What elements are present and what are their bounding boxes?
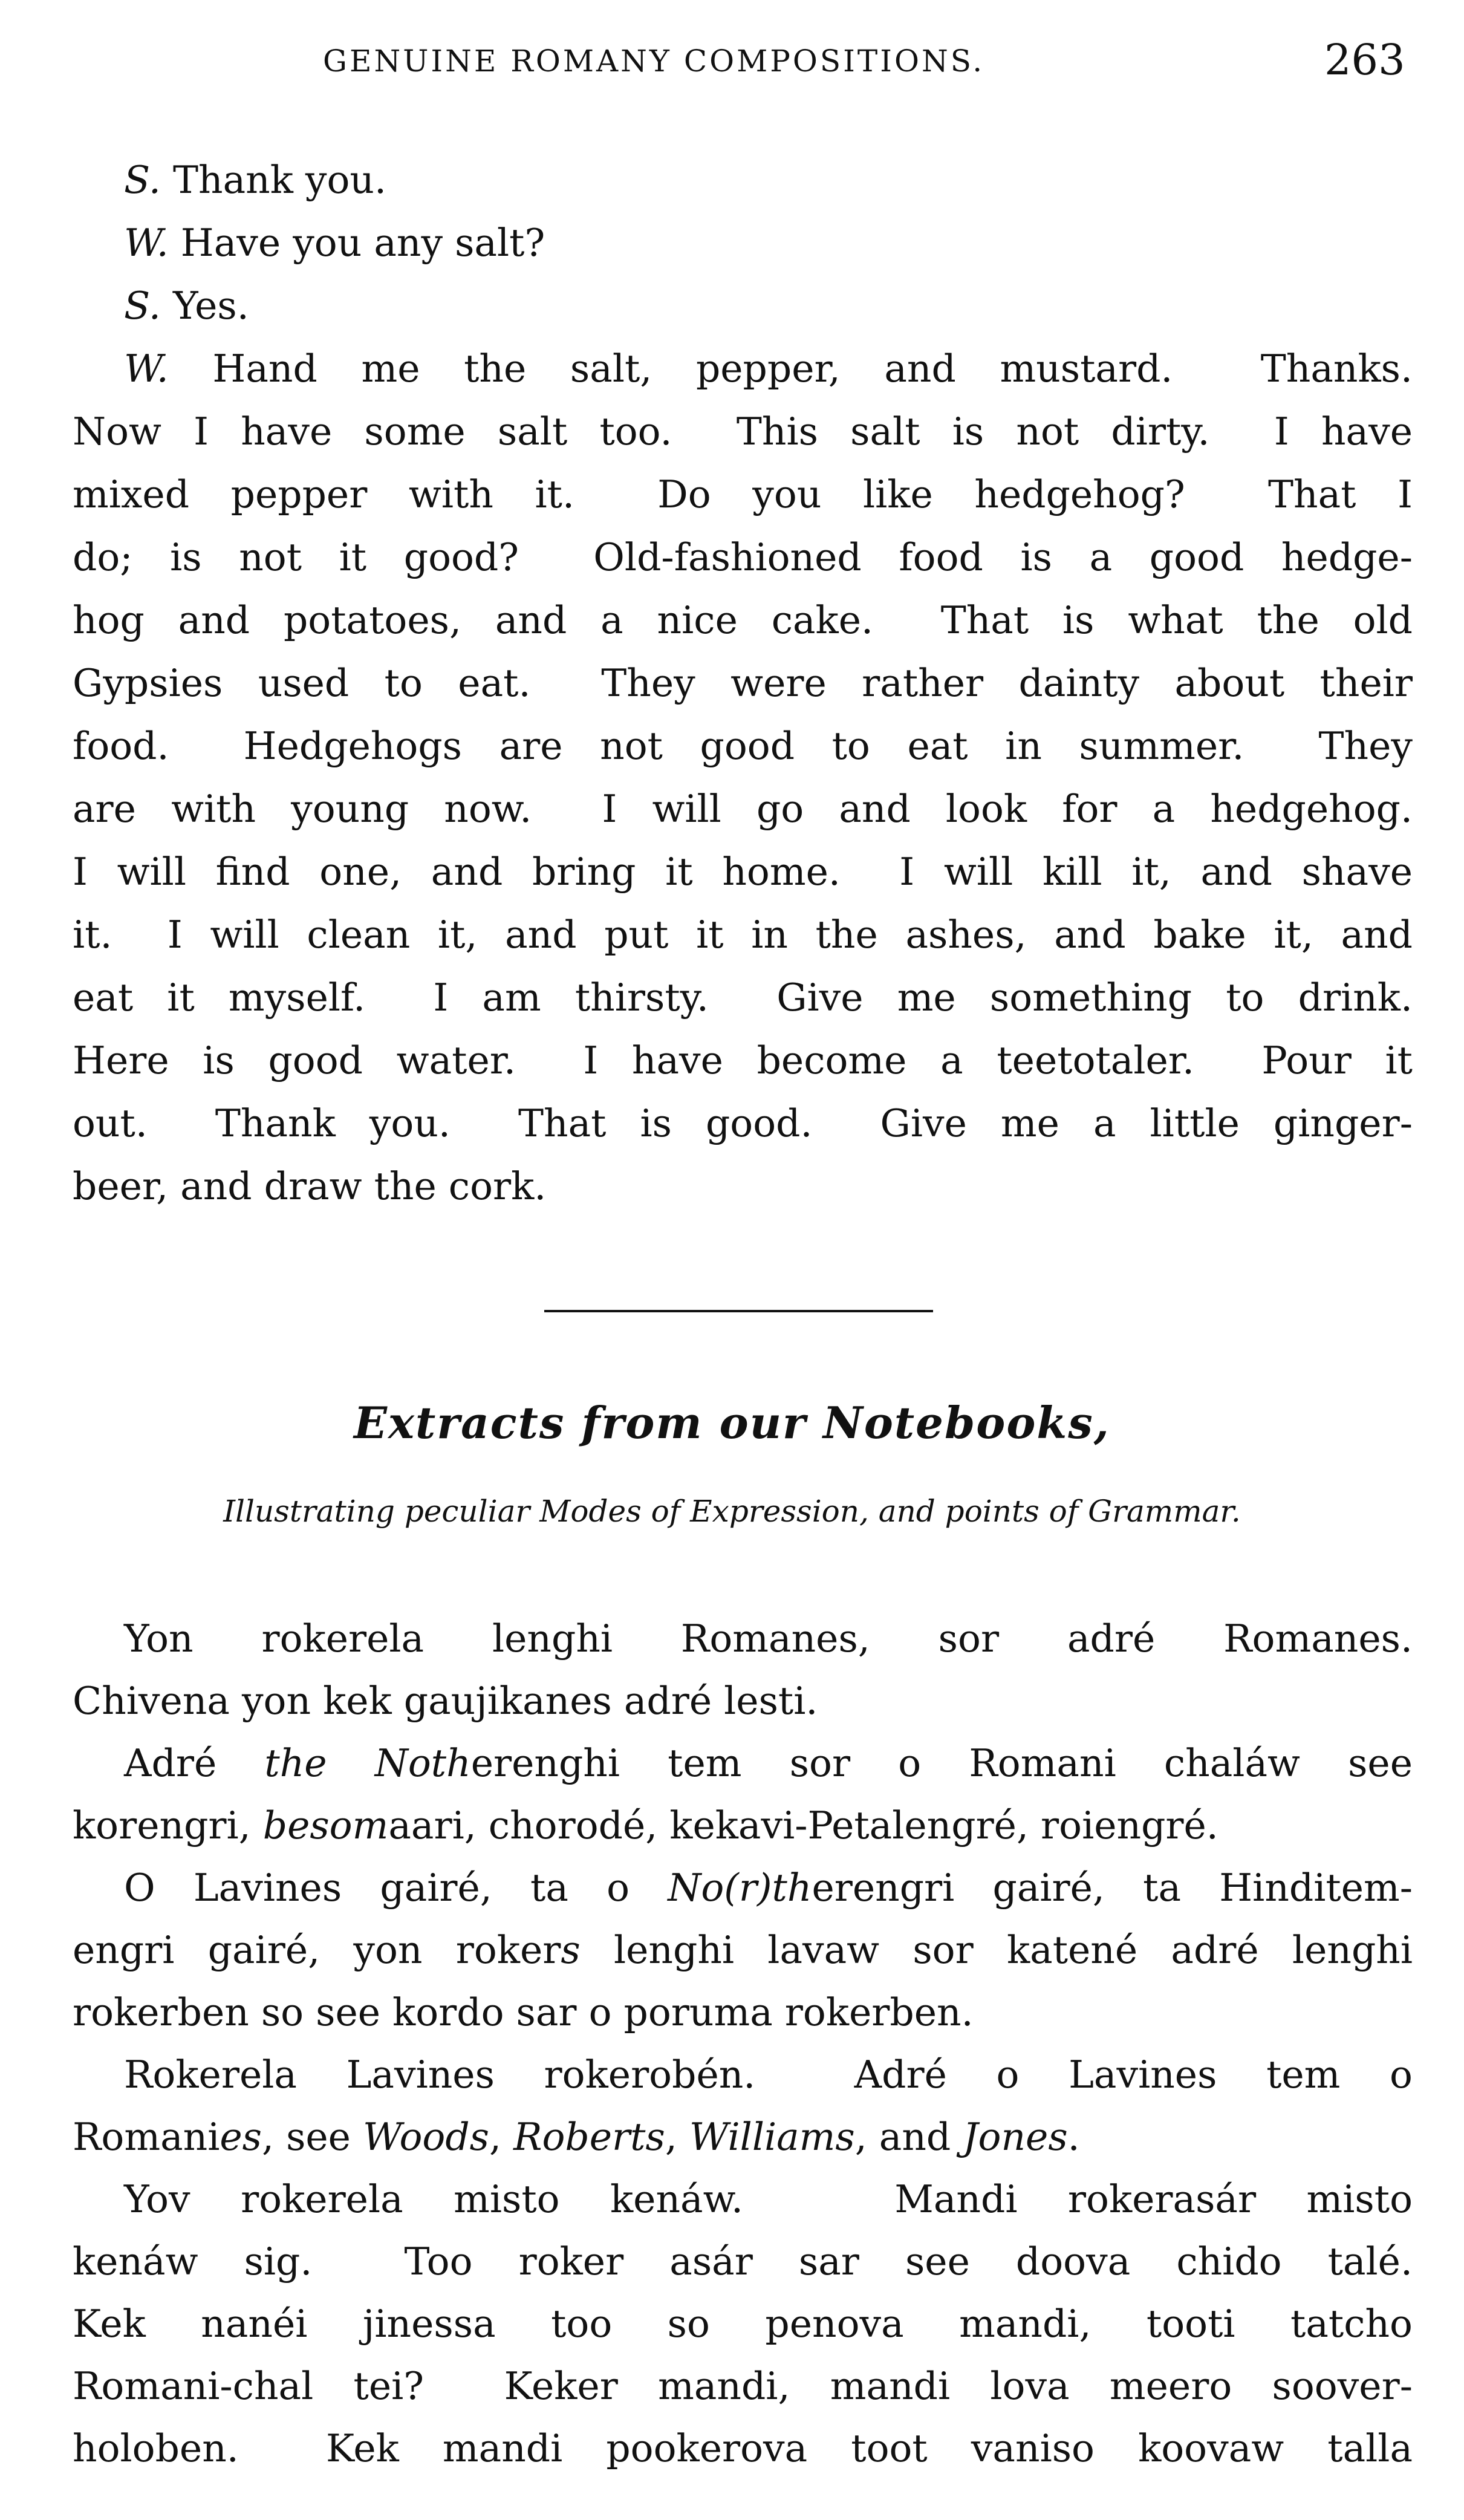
- text-segment: erengri gairé, ta Hinditem-: [812, 1866, 1413, 1910]
- text-line: [73, 408, 1413, 456]
- text-segment: Rokerela Lavines rokerobén. Adré o Lavines tem o: [124, 2053, 1413, 2097]
- text-segment: Yon rokerela lenghi Romanes, sor adré Romanes.: [124, 1617, 1413, 1661]
- text-line: [73, 1162, 1413, 1211]
- section-title: Extracts from our Notebooks,: [354, 1397, 1110, 1448]
- text-line: [73, 2300, 1413, 2348]
- text-line: [73, 1926, 1413, 1975]
- text-segment: erenghi tem sor o Romani chaláw see: [470, 1741, 1413, 1785]
- text-segment: do; is not it good? Old-fashioned food is a good hedge-: [73, 535, 1413, 579]
- italic-text: W.: [124, 347, 169, 391]
- page-number: 263: [1324, 35, 1405, 85]
- text-line: [124, 282, 1413, 330]
- text-segment: it. I will clean it, and put it in the ashes, and bake it, and: [73, 913, 1413, 957]
- text-line: [73, 2362, 1413, 2411]
- text-line: [124, 156, 1413, 204]
- text-segment: I will find one, and bring it home. I will kill it, and shave: [73, 850, 1413, 894]
- text-segment: out. Thank you. That is good. Give me a little ginger-: [73, 1101, 1413, 1145]
- text-line: [73, 848, 1413, 896]
- text-segment: kenáw sig. Too roker asár sar see doova chido talé.: [73, 2239, 1413, 2284]
- italic-text: besom: [262, 1803, 389, 1848]
- text-segment: are with young now. I will go and look for a hedgehog.: [73, 787, 1413, 831]
- text-segment: ,: [665, 2115, 689, 2159]
- text-line: [124, 345, 1413, 393]
- text-segment: eat it myself. I am thirsty. Give me something to drink.: [73, 975, 1413, 1020]
- text-segment: Chivena yon kek gaujikanes adré lesti.: [73, 1679, 818, 1723]
- italic-text: W.: [124, 221, 169, 265]
- text-segment: Kek nanéi jinessa too so penova mandi, tooti tatcho: [73, 2302, 1413, 2346]
- text-segment: mixed pepper with it. Do you like hedgehog? That I: [73, 472, 1413, 516]
- text-line: [124, 1739, 1413, 1788]
- text-segment: engri gairé, yon roker: [73, 1928, 561, 1972]
- text-line: [73, 1802, 1413, 1850]
- text-segment: Adré: [124, 1741, 265, 1785]
- text-segment: .: [1067, 2115, 1080, 2159]
- italic-text: S.: [124, 284, 161, 328]
- text-segment: Have you any salt?: [168, 221, 545, 265]
- italic-text: the Noth: [264, 1741, 471, 1785]
- text-segment: Thank you.: [160, 158, 387, 202]
- text-segment: Yes.: [160, 284, 249, 328]
- text-line: [73, 596, 1413, 645]
- text-segment: Romani-chal tei? Keker mandi, mandi lova meero soover-: [73, 2364, 1413, 2408]
- italic-text: Jones: [963, 2115, 1068, 2159]
- italic-text: No(r)th: [668, 1866, 812, 1910]
- text-line: [73, 659, 1413, 708]
- text-line: [73, 974, 1413, 1022]
- text-line: [73, 2424, 1413, 2473]
- text-segment: Romani: [73, 2115, 220, 2159]
- text-line: [73, 911, 1413, 959]
- text-line: [124, 219, 1413, 267]
- text-line: [73, 470, 1413, 519]
- italic-text: Williams: [689, 2115, 855, 2159]
- italic-text: S.: [124, 158, 161, 202]
- text-segment: rokerben so see kordo sar o poruma rokerben.: [73, 1990, 974, 2034]
- text-line: [124, 2175, 1413, 2224]
- text-line: [73, 1099, 1413, 1148]
- text-segment: Hand me the salt, pepper, and mustard. Thanks.: [168, 347, 1413, 391]
- text-line: [73, 533, 1413, 582]
- text-line: [73, 2113, 1413, 2161]
- text-segment: ,: [489, 2115, 514, 2159]
- running-title: GENUINE ROMANY COMPOSITIONS.: [323, 44, 985, 79]
- text-line: [124, 1864, 1413, 1912]
- italic-text: s: [561, 1928, 581, 1972]
- text-segment: , see: [262, 2115, 363, 2159]
- text-segment: hog and potatoes, and a nice cake. That is what the old: [73, 598, 1413, 642]
- text-line: [73, 1988, 1413, 2037]
- text-segment: Yov rokerela misto kenáw. Mandi rokerasár misto: [124, 2177, 1413, 2221]
- italic-text: Woods: [363, 2115, 489, 2159]
- text-line: [73, 722, 1413, 770]
- text-segment: lenghi lavaw sor katené adré lenghi: [580, 1928, 1413, 1972]
- text-segment: holoben. Kek mandi pookerova toot vaniso koovaw talla: [73, 2426, 1413, 2470]
- italic-text: Roberts: [513, 2115, 665, 2159]
- text-segment: beer, and draw the cork.: [73, 1164, 547, 1208]
- text-line: [73, 2238, 1413, 2286]
- text-segment: food. Hedgehogs are not good to eat in summer. They: [73, 724, 1413, 768]
- text-segment: Here is good water. I have become a teetotaler. Pour it: [73, 1038, 1413, 1083]
- text-segment: korengri,: [73, 1803, 263, 1848]
- text-line: [73, 1677, 1413, 1725]
- italic-text: es: [220, 2115, 262, 2159]
- section-divider: [544, 1310, 933, 1312]
- text-segment: Gypsies used to eat. They were rather dainty about their: [73, 661, 1413, 705]
- text-line: [124, 1615, 1413, 1663]
- text-segment: O Lavines gairé, ta o: [124, 1866, 668, 1910]
- text-segment: , and: [854, 2115, 963, 2159]
- text-segment: Now I have some salt too. This salt is not dirty. I have: [73, 409, 1413, 454]
- text-line: [73, 785, 1413, 833]
- text-line: [124, 2051, 1413, 2099]
- text-segment: aari, chorodé, kekavi-Petalengré, roiengré.: [388, 1803, 1218, 1848]
- section-subtitle: Illustrating peculiar Modes of Expression, and points of Grammar.: [223, 1494, 1241, 1529]
- text-line: [73, 1037, 1413, 1085]
